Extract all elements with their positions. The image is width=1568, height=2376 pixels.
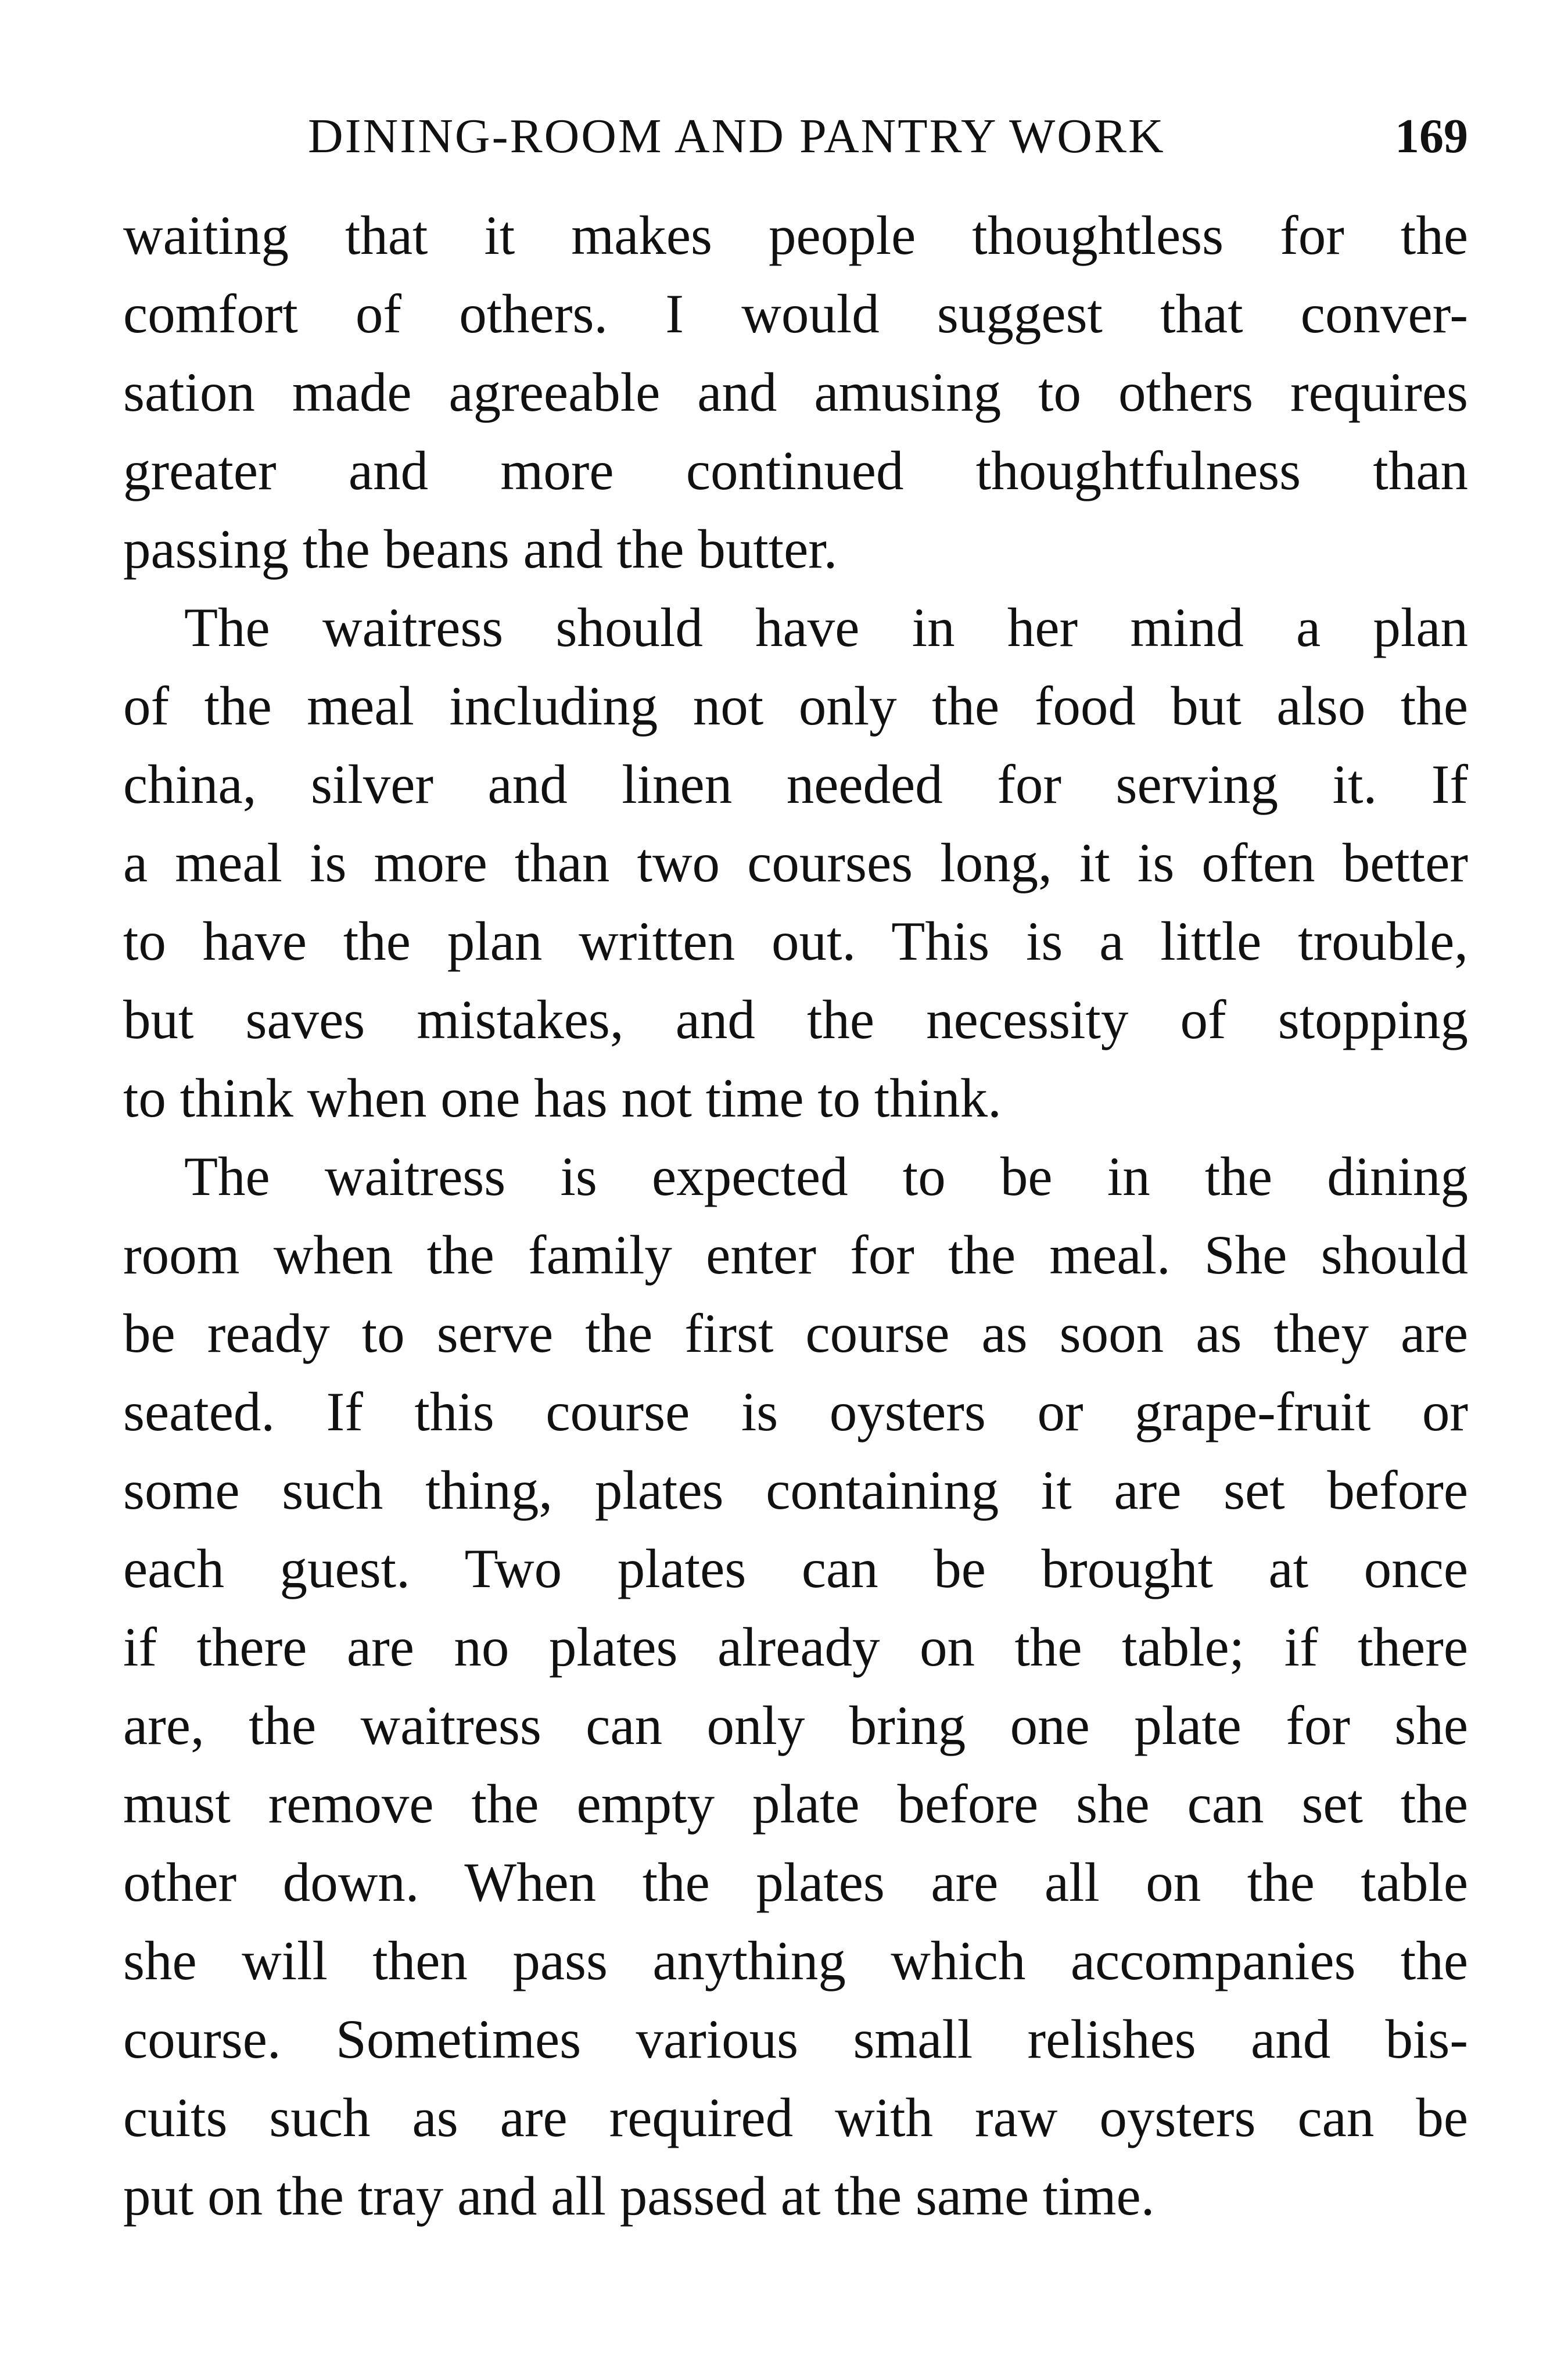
- text-line: she will then pass anything which accompanies the: [123, 1930, 1468, 1991]
- text-line: seated. If this course is oysters or grape-fruit or: [123, 1381, 1468, 1442]
- text-line: a meal is more than two courses long, it is often better: [123, 832, 1468, 893]
- text-line: be ready to serve the first course as soon as they are: [123, 1302, 1468, 1364]
- text-line: china, silver and linen needed for serving it. If: [123, 753, 1468, 815]
- text-line: sation made agreeable and amusing to others requires: [123, 361, 1468, 423]
- running-head-title: DINING-ROOM AND PANTRY WORK: [308, 109, 1165, 163]
- text-line: The waitress should have in her mind a plan: [184, 597, 1468, 658]
- paragraph-2: [123, 588, 1468, 1137]
- text-line: room when the family enter for the meal. She should: [123, 1224, 1468, 1286]
- text-line: to have the plan written out. This is a little trouble,: [123, 910, 1468, 972]
- text-line: passing the beans and the butter.: [123, 518, 838, 580]
- text-line: The waitress is expected to be in the dining: [184, 1146, 1468, 1207]
- text-line: but saves mistakes, and the necessity of stopping: [123, 989, 1468, 1050]
- text-line: if there are no plates already on the table; if there: [123, 1616, 1468, 1678]
- text-line: waiting that it makes people thoughtless for the: [123, 204, 1468, 266]
- paragraph-3: [123, 1137, 1468, 2235]
- text-line: put on the tray and all passed at the same time.: [123, 2165, 1155, 2227]
- text-line: course. Sometimes various small relishes and bis-: [123, 2008, 1468, 2070]
- body-text: [123, 196, 1468, 2235]
- text-line: are, the waitress can only bring one plate for she: [123, 1695, 1468, 1756]
- text-line: to think when one has not time to think.: [123, 1067, 1002, 1129]
- text-line: other down. When the plates are all on the table: [123, 1851, 1468, 1913]
- text-line: of the meal including not only the food but also the: [123, 675, 1468, 737]
- text-line: comfort of others. I would suggest that conver-: [123, 283, 1468, 344]
- text-line: some such thing, plates containing it are set before: [123, 1459, 1468, 1521]
- text-line: each guest. Two plates can be brought at once: [123, 1538, 1468, 1599]
- text-line: cuits such as are required with raw oysters can be: [123, 2087, 1468, 2148]
- paragraph-1: [123, 196, 1468, 588]
- running-head: [123, 105, 1468, 168]
- text-line: greater and more continued thoughtfulness than: [123, 440, 1468, 501]
- page-number: 169: [1395, 109, 1468, 163]
- text-line: must remove the empty plate before she can set the: [123, 1773, 1468, 1835]
